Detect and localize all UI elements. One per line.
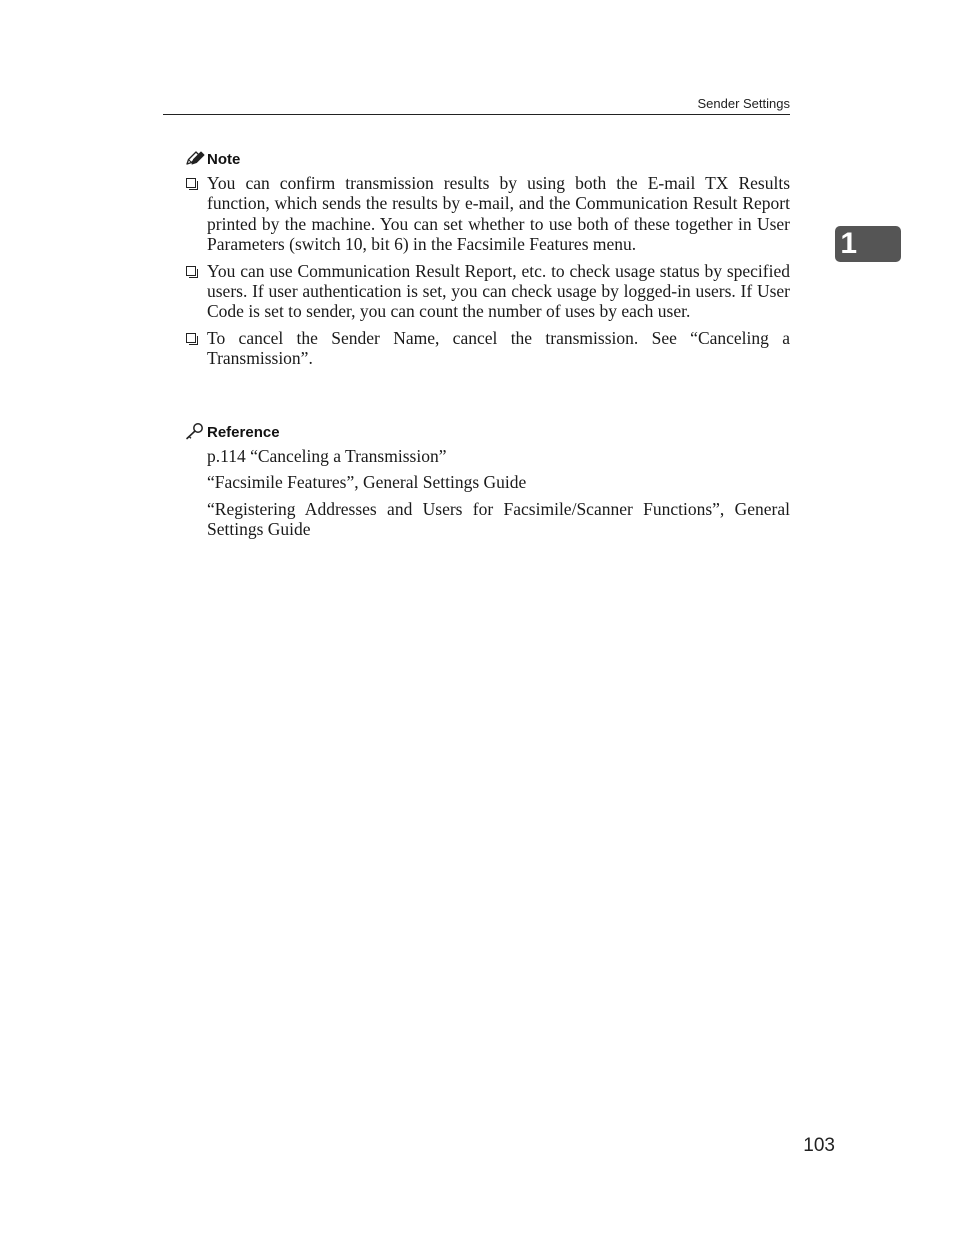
reference-item: “Registering Addresses and Users for Facsimile/Scanner Functions”, General Settings Guide bbox=[207, 498, 790, 539]
reference-title: Reference bbox=[207, 424, 280, 441]
chapter-tab bbox=[835, 226, 901, 262]
note-item bbox=[185, 173, 790, 254]
reference-link[interactable]: p.114 “Canceling a Transmission” bbox=[207, 446, 447, 466]
chapter-number: 1 bbox=[840, 227, 857, 260]
note-item-text: To cancel the Sender Name, cancel the transmission. See “Canceling a Transmission”. bbox=[207, 328, 790, 369]
note-item bbox=[185, 328, 790, 369]
key-icon bbox=[185, 422, 205, 440]
pencil-icon bbox=[185, 149, 205, 167]
running-header bbox=[163, 96, 790, 115]
checkbox-bullet-icon bbox=[186, 333, 196, 343]
note-item-text: You can confirm transmission results by using both the E-mail TX Results function, which sends the results by e-mail, and the Communication Result Report printed by the machine. You can set whether to use both of these together in User Parameters (switch 10, bit 6) in the Facsimile Features menu. bbox=[207, 173, 790, 254]
note-item-text: You can use Communication Result Report, etc. to check usage status by specified users. If user authentication is set, you can check usage by logged-in users. If User Code is set to sender, you can count the number of uses by each user. bbox=[207, 260, 790, 322]
reference-item: “Facsimile Features”, General Settings Guide bbox=[207, 472, 527, 493]
section-title: Sender Settings bbox=[697, 96, 790, 111]
checkbox-bullet-icon bbox=[186, 266, 196, 276]
note-title: Note bbox=[207, 151, 241, 168]
checkbox-bullet-icon bbox=[186, 178, 196, 188]
note-item bbox=[185, 261, 790, 322]
reference-list bbox=[207, 446, 790, 545]
note-list bbox=[185, 173, 790, 375]
page-number: 103 bbox=[803, 1135, 835, 1156]
